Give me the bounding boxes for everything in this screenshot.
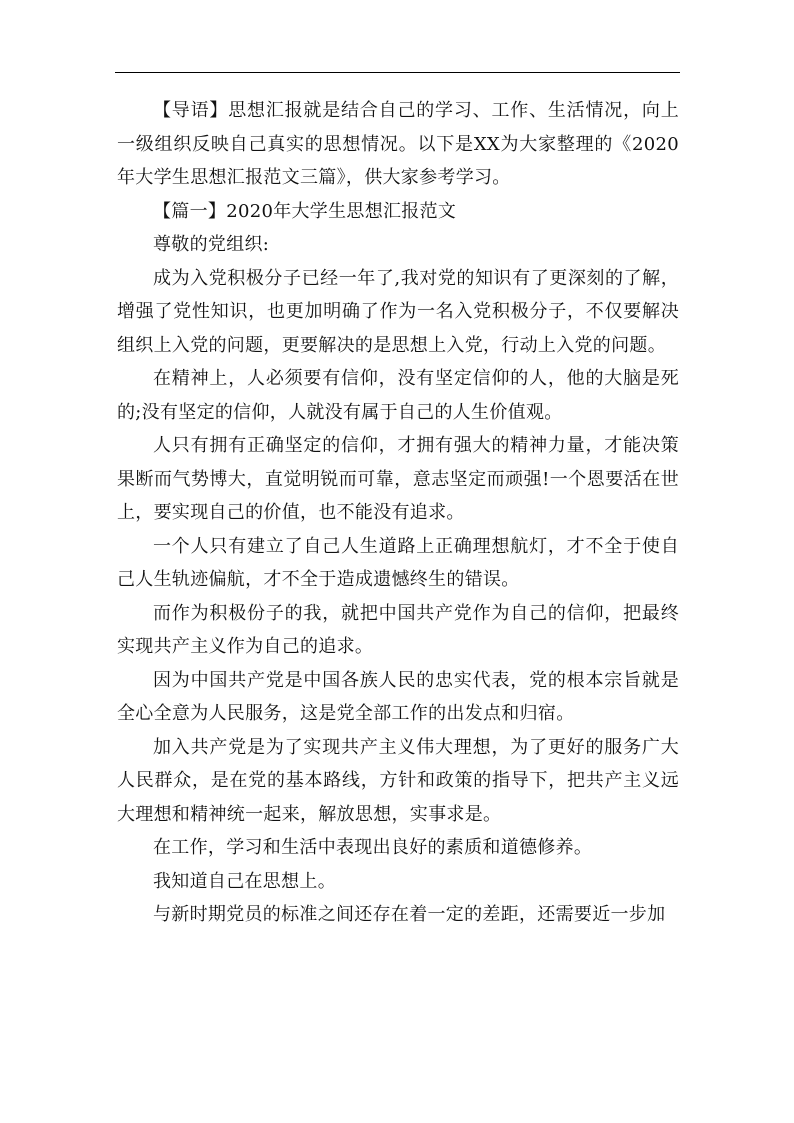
salutation: 尊敬的党组织: — [153, 234, 270, 255]
body-paragraph: 在工作，学习和生活中表现出良好的素质和道德修养。 — [153, 837, 593, 858]
header-rule — [115, 72, 680, 73]
document-body — [117, 94, 679, 932]
body-paragraph: 与新时期党员的标准之间还存在着一定的差距，还需要近一步加 — [153, 904, 666, 925]
body-paragraph: 因为中国共产党是中国各族人民的忠实代表，党的根本宗旨就是全心全意为人民服务，这是党全部工作的出发点和归宿。 — [117, 669, 679, 724]
body-paragraph: 我知道自己在思想上。 — [153, 870, 336, 892]
intro-paragraph: 【导语】思想汇报就是结合自己的学习、工作、生活情况，向上一级组织反映自己真实的思想情况。以下是XX为大家整理的《2020年大学生思想汇报范文三篇》，供大家参考学习。 — [117, 100, 679, 188]
body-paragraph: 一个人只有建立了自己人生道路上正确理想航灯，才不全于使自己人生轨迹偏航，才不全于造成遗憾终生的错误。 — [117, 535, 679, 590]
body-paragraph: 成为入党积极分子已经一年了,我对党的知识有了更深刻的了解，增强了党性知识，也更加明确了作为一名入党积极分子，不仅要解决组织上入党的问题，更要解决的是思想上入党，行动上入党的问题。 — [117, 267, 679, 356]
body-paragraph: 而作为积极份子的我，就把中国共产党作为自己的信仰，把最终实现共产主义作为自己的追求。 — [117, 602, 679, 657]
body-paragraph: 人只有拥有正确坚定的信仰，才拥有强大的精神力量，才能决策果断而气势博大，直觉明锐而可靠，意志坚定而顽强!一个恩要活在世上，要实现自己的价值，也不能没有追求。 — [117, 435, 679, 523]
body-paragraph: 加入共产党是为了实现共产主义伟大理想，为了更好的服务广大人民群众，是在党的基本路线，方针和政策的指导下，把共产主义远大理想和精神统一起来，解放思想，实事求是。 — [117, 736, 679, 825]
section-heading: 【篇一】2020年大学生思想汇报范文 — [153, 200, 457, 222]
body-paragraph: 在精神上，人必须要有信仰，没有坚定信仰的人，他的大脑是死的;没有坚定的信仰，人就没有属于自己的人生价值观。 — [117, 368, 679, 423]
